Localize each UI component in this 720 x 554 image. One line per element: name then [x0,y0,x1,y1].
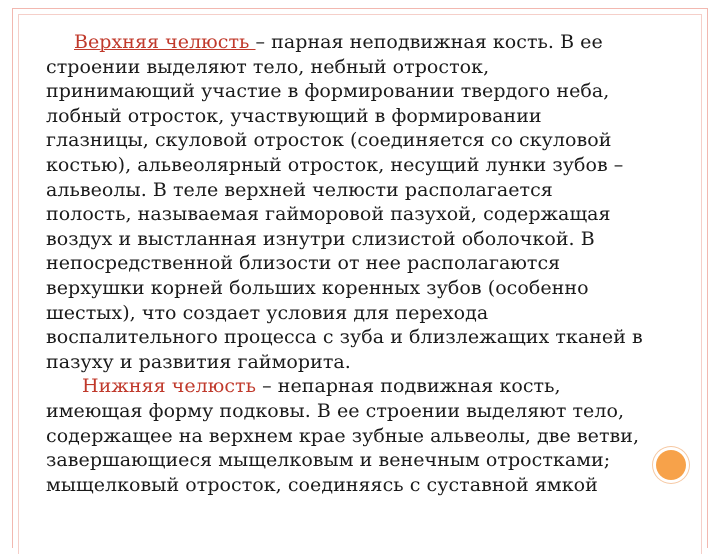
paragraph-1-line: пазуху и развития гайморита. [46,350,351,373]
paragraph-1-line: альвеолы. В теле верхней челюсти располагается [46,178,553,201]
slide-text-body [46,30,676,497]
paragraph-1-line: непосредственной близости от нее располагаются [46,252,561,275]
paragraph-2-line: имеющая форму подковы. В ее строении выделяют тело, [46,399,625,422]
paragraph-1-first-line [46,30,676,55]
paragraph-1-line: полость, называемая гайморовой пазухой, содержащая [46,203,611,226]
paragraph-1-line: костью), альвеолярный отросток, несущий лунки зубов – [46,153,624,176]
term-lower-jaw: Нижняя челюсть [82,375,257,398]
paragraph-2-line: мыщелковый отросток, соединяясь с суставной ямкой [46,473,598,496]
paragraph-1-line: лобный отросток, участвующий в формировании [46,104,542,127]
paragraph-1-line: шестых), что создает условия для перехода [46,301,489,324]
accent-circle-icon [656,450,686,480]
paragraph-1-line: воспалительного процесса с зуба и близлежащих тканей в [46,326,643,349]
paragraph-1-line: строении выделяют тело, небный отросток, [46,55,490,78]
paragraph-1-line: глазницы, скуловой отросток (соединяется со скуловой [46,129,612,152]
paragraph-2-line: завершающиеся мыщелковым и венечным отростками; [46,449,611,472]
paragraph-2-first-line [46,374,676,399]
paragraph-1-line-1-rest: – парная неподвижная кость. В ее [255,31,603,53]
paragraph-2-line-1-rest: – непарная подвижная кость, [256,375,561,398]
paragraph-1-line: воздух и выстланная изнутри слизистой оболочкой. В [46,227,595,250]
paragraph-1-line: верхушки корней больших коренных зубов (особенно [46,276,589,299]
term-upper-jaw: Верхняя челюсть [74,31,256,53]
paragraph-2-line: содержащее на верхнем крае зубные альвеолы, две ветви, [46,424,640,447]
paragraph-1-line: принимающий участие в формировании твердого неба, [46,80,610,103]
